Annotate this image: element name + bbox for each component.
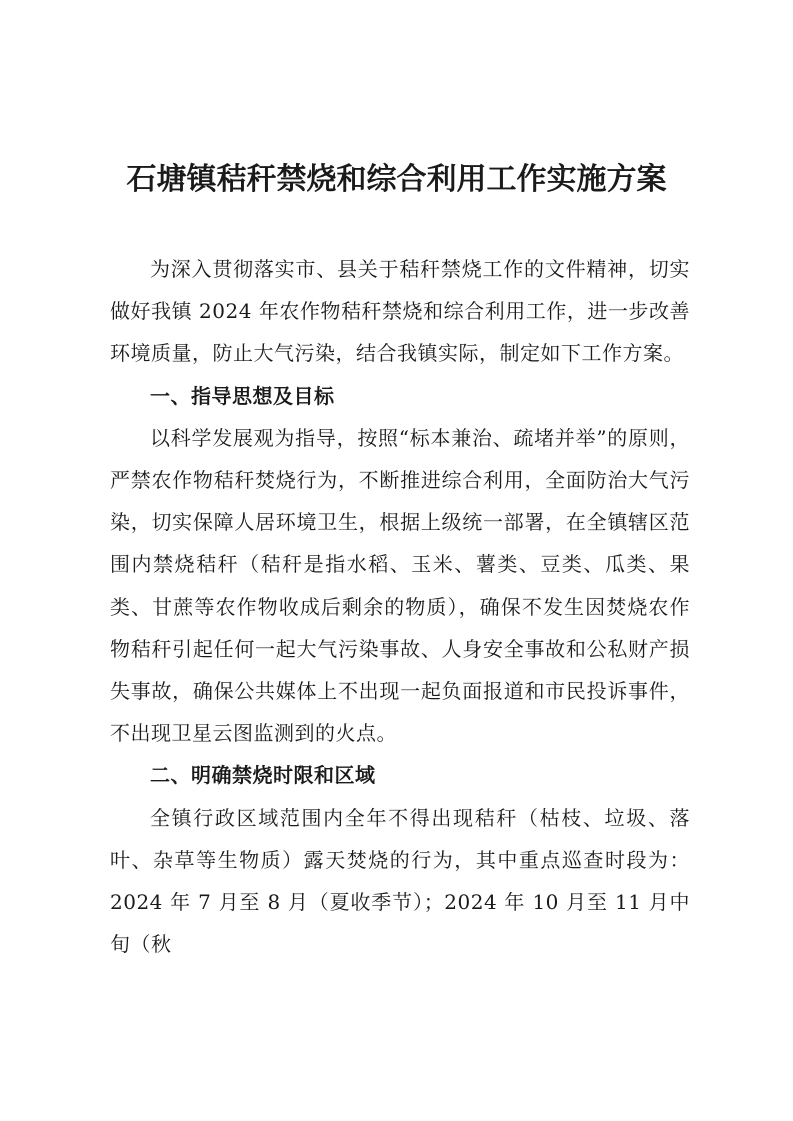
section-1-paragraph: 以科学发展观为指导，按照“标本兼治、疏堵并举”的原则，严禁农作物秸秆焚烧行为，不断推进综合利用，全面防治大气污染，切实保障人居环境卫生，根据上级统一部署，在全镇辖区范围内禁烧秸秆（秸秆是指水稻、玉米、薯类、豆类、瓜类、果类、甘蔗等农作物收成后剩余的物质），确保不发生因焚烧农作物秸秆引起任何一起大气污染事故、人身安全事故和公私财产损失事故，确保公共媒体上不出现一起负面报道和市民投诉事件，不出现卫星云图监测到的火点。 xyxy=(110,425,690,746)
document-body xyxy=(110,248,690,965)
section-heading-1: 一、指导思想及目标 xyxy=(150,383,335,408)
section-2-paragraph: 全镇行政区域范围内全年不得出现秸秆（枯枝、垃圾、落叶、杂草等生物质）露天焚烧的行为，其中重点巡查时段为：2024 年 7 月至 8 月（夏收季节）；2024 年 10 月至 11 月中旬（秋 xyxy=(110,805,690,957)
intro-paragraph: 为深入贯彻落实市、县关于秸秆禁烧工作的文件精神，切实做好我镇 2024 年农作物秸秆禁烧和综合利用工作，进一步改善环境质量，防止大气污染，结合我镇实际，制定如下工作方案。 xyxy=(110,257,690,366)
section-heading-2: 二、明确禁烧时限和区域 xyxy=(150,763,376,788)
document-title: 石塘镇秸秆禁烧和综合利用工作实施方案 xyxy=(126,162,667,197)
